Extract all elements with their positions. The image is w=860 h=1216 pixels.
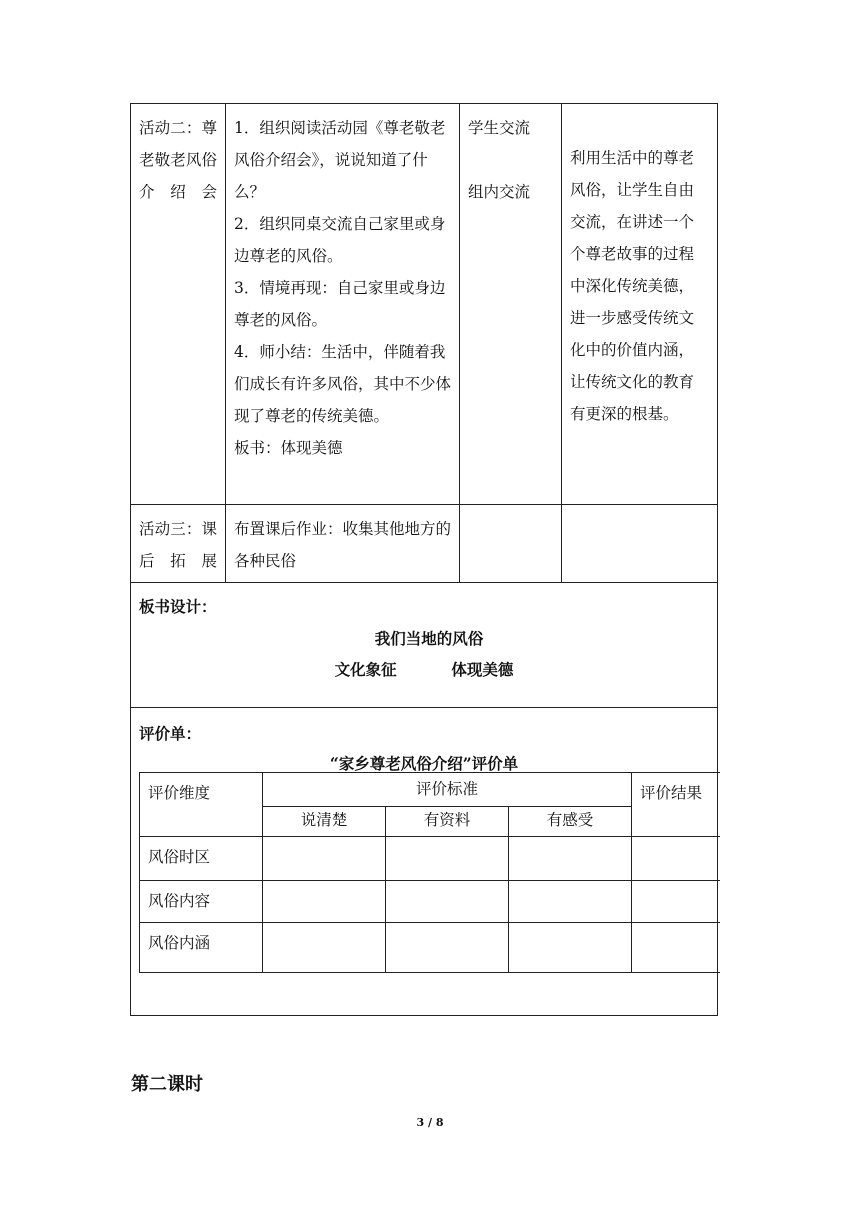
activity2-step-2: 2．组织同桌交流自己家里或身边尊老的风俗。 (234, 215, 446, 265)
activity3-name: 活动三：课后拓展 (139, 520, 217, 570)
board-design-cell (131, 583, 718, 708)
activity2-student-cell (460, 104, 562, 505)
board-design-label: 板书设计： (139, 597, 217, 616)
header-result: 评价结果 (632, 773, 720, 837)
activity3-teacher: 布置课后作业：收集其他地方的各种民俗 (234, 520, 452, 570)
board-line-2a: 文化象征 (334, 660, 397, 679)
activity2-intent-cell (562, 104, 718, 505)
table-cell (263, 837, 386, 881)
board-design-row (131, 583, 718, 708)
table-cell (386, 923, 509, 973)
activity2-step-4: 4．师小结：生活中，伴随着我们成长有许多风俗，其中不少体现了尊老的传统美德。 (234, 343, 452, 425)
row-label-2: 风俗内容 (140, 881, 263, 923)
evaluation-label: 评价单： (139, 724, 202, 743)
evaluation-title: “家乡尊老风俗介绍”评价单 (329, 754, 519, 773)
board-line-2b: 体现美德 (451, 660, 514, 679)
board-line-1: 我们当地的风俗 (374, 629, 484, 648)
table-cell (263, 881, 386, 923)
subheader-material: 有资料 (386, 807, 509, 837)
table-row (140, 837, 720, 881)
activity2-board-note: 板书：体现美德 (234, 439, 343, 457)
board-line-2 (131, 654, 717, 685)
activity3-name-cell (131, 505, 226, 583)
subheader-feeling: 有感受 (509, 807, 632, 837)
lesson-plan-table (130, 103, 718, 1016)
activity2-teacher-cell (226, 104, 460, 505)
activity3-row (131, 505, 718, 583)
evaluation-table (139, 772, 720, 973)
activity2-name-cell (131, 104, 226, 505)
table-cell (509, 923, 632, 973)
page-number: 3 / 8 (416, 1116, 444, 1129)
table-cell (509, 837, 632, 881)
row-label-1: 风俗时区 (140, 837, 263, 881)
table-row (140, 923, 720, 973)
header-dimension: 评价维度 (140, 773, 263, 837)
activity3-teacher-cell (226, 505, 460, 583)
activity2-step-1: 1．组织阅读活动园《尊老敬老风俗介绍会》，说说知道了什么？ (234, 119, 446, 201)
table-cell (509, 881, 632, 923)
section-heading: 第二课时 (131, 1074, 203, 1095)
table-cell (632, 881, 720, 923)
activity2-name: 活动二：尊老敬老风俗介绍会 (139, 119, 217, 201)
evaluation-row (131, 708, 718, 1016)
table-cell (263, 923, 386, 973)
table-cell (632, 923, 720, 973)
student-activity-1: 学生交流 (468, 119, 531, 137)
activity2-row (131, 104, 718, 505)
activity3-intent-cell (562, 505, 718, 583)
row-label-3: 风俗内涵 (140, 923, 263, 973)
activity2-step-3: 3．情境再现：自己家里或身边尊老的风俗。 (234, 279, 446, 329)
header-standard: 评价标准 (263, 773, 632, 807)
subheader-clear: 说清楚 (263, 807, 386, 837)
student-activity-2: 组内交流 (468, 183, 531, 201)
evaluation-cell (131, 708, 718, 1016)
activity3-student-cell (460, 505, 562, 583)
table-cell (632, 837, 720, 881)
table-cell (386, 837, 509, 881)
table-row (140, 881, 720, 923)
table-cell (386, 881, 509, 923)
activity2-intent: 利用生活中的尊老风俗，让学生自由交流，在讲述一个个尊老故事的过程中深化传统美德，进一步感受传统文化中的价值内涵，让传统文化的教育有更深的根基。 (570, 149, 695, 423)
